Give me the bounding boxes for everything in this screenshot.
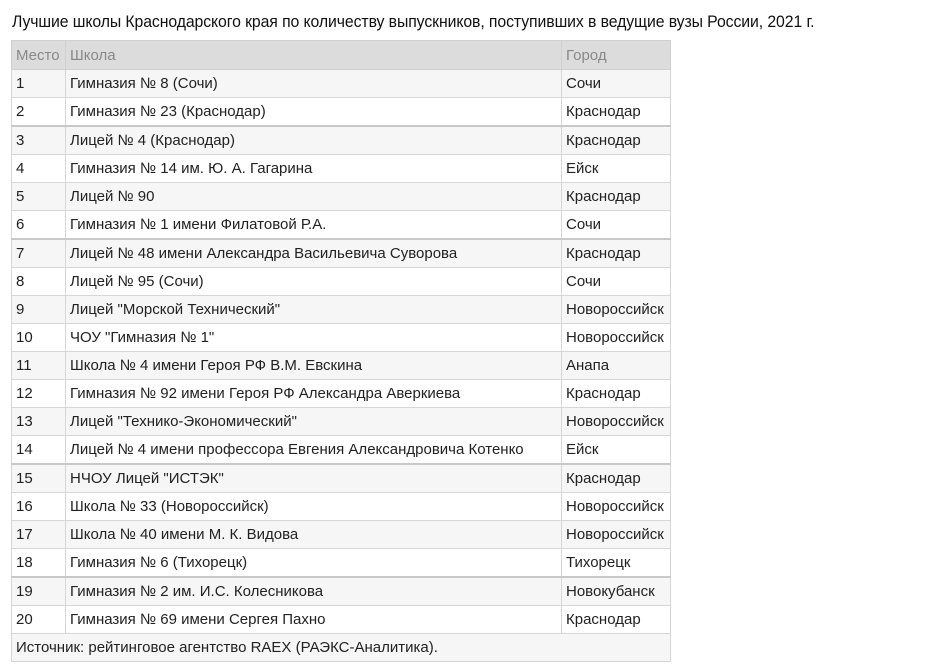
table-row <box>12 380 671 408</box>
table-row <box>12 606 671 634</box>
table-row <box>12 268 671 296</box>
cell-city: Тихорецк <box>562 549 671 578</box>
cell-school: Гимназия № 14 им. Ю. А. Гагарина <box>66 155 562 183</box>
cell-school: Школа № 40 имени М. К. Видова <box>66 521 562 549</box>
table-row <box>12 493 671 521</box>
table-row <box>12 183 671 211</box>
table-row <box>12 521 671 549</box>
cell-city: Сочи <box>562 211 671 240</box>
cell-school: Гимназия № 1 имени Филатовой Р.А. <box>66 211 562 240</box>
cell-city: Новороссийск <box>562 521 671 549</box>
cell-city: Сочи <box>562 268 671 296</box>
cell-place: 9 <box>12 296 66 324</box>
table-row <box>12 239 671 268</box>
cell-school: Гимназия № 6 (Тихорецк) <box>66 549 562 578</box>
cell-place: 8 <box>12 268 66 296</box>
cell-city: Ейск <box>562 155 671 183</box>
header-row <box>12 41 671 70</box>
source-note: Источник: рейтинговое агентство RAEX (РАЭКС-Аналитика). <box>12 634 671 662</box>
table-row <box>12 155 671 183</box>
cell-city: Новороссийск <box>562 324 671 352</box>
cell-school: Лицей № 48 имени Александра Васильевича Суворова <box>66 239 562 268</box>
table-row <box>12 70 671 98</box>
table-row <box>12 296 671 324</box>
cell-city: Новороссийск <box>562 296 671 324</box>
table-row <box>12 324 671 352</box>
table-header <box>12 41 671 70</box>
table-row <box>12 352 671 380</box>
table-row <box>12 436 671 465</box>
cell-school: Лицей № 4 (Краснодар) <box>66 126 562 155</box>
cell-city: Новороссийск <box>562 493 671 521</box>
table-row <box>12 98 671 127</box>
cell-place: 13 <box>12 408 66 436</box>
cell-place: 1 <box>12 70 66 98</box>
cell-school: Школа № 4 имени Героя РФ В.М. Евскина <box>66 352 562 380</box>
cell-place: 14 <box>12 436 66 465</box>
cell-place: 5 <box>12 183 66 211</box>
table-row <box>12 211 671 240</box>
cell-city: Сочи <box>562 70 671 98</box>
cell-school: Лицей № 90 <box>66 183 562 211</box>
table-row <box>12 549 671 578</box>
cell-place: 6 <box>12 211 66 240</box>
cell-school: НЧОУ Лицей "ИСТЭК" <box>66 464 562 493</box>
cell-school: Лицей "Технико-Экономический" <box>66 408 562 436</box>
cell-city: Краснодар <box>562 606 671 634</box>
table-row <box>12 126 671 155</box>
cell-city: Новокубанск <box>562 577 671 606</box>
cell-city: Краснодар <box>562 464 671 493</box>
cell-place: 16 <box>12 493 66 521</box>
cell-school: Школа № 33 (Новороссийск) <box>66 493 562 521</box>
cell-school: Гимназия № 23 (Краснодар) <box>66 98 562 127</box>
table-row <box>12 577 671 606</box>
cell-city: Краснодар <box>562 98 671 127</box>
column-header-place: Место <box>12 41 66 70</box>
cell-school: Гимназия № 92 имени Героя РФ Александра Аверкиева <box>66 380 562 408</box>
cell-city: Краснодар <box>562 126 671 155</box>
ranking-table <box>11 40 671 662</box>
table-row <box>12 408 671 436</box>
table-footer <box>12 634 671 662</box>
cell-place: 3 <box>12 126 66 155</box>
cell-school: Гимназия № 8 (Сочи) <box>66 70 562 98</box>
cell-school: Лицей № 95 (Сочи) <box>66 268 562 296</box>
cell-city: Краснодар <box>562 183 671 211</box>
cell-place: 17 <box>12 521 66 549</box>
table-body <box>12 70 671 634</box>
cell-school: Гимназия № 2 им. И.С. Колесникова <box>66 577 562 606</box>
cell-place: 10 <box>12 324 66 352</box>
cell-place: 15 <box>12 464 66 493</box>
column-header-city: Город <box>562 41 671 70</box>
cell-school: Гимназия № 69 имени Сергея Пахно <box>66 606 562 634</box>
cell-place: 18 <box>12 549 66 578</box>
cell-place: 7 <box>12 239 66 268</box>
cell-city: Краснодар <box>562 380 671 408</box>
cell-place: 11 <box>12 352 66 380</box>
cell-school: ЧОУ "Гимназия № 1" <box>66 324 562 352</box>
cell-city: Новороссийск <box>562 408 671 436</box>
cell-place: 20 <box>12 606 66 634</box>
cell-city: Краснодар <box>562 239 671 268</box>
cell-city: Анапа <box>562 352 671 380</box>
cell-place: 2 <box>12 98 66 127</box>
page-title: Лучшие школы Краснодарского края по количеству выпускников, поступивших в ведущие вузы России, 2021 г. <box>12 12 815 31</box>
cell-place: 19 <box>12 577 66 606</box>
cell-place: 12 <box>12 380 66 408</box>
cell-place: 4 <box>12 155 66 183</box>
cell-school: Лицей "Морской Технический" <box>66 296 562 324</box>
column-header-school: Школа <box>66 41 562 70</box>
cell-school: Лицей № 4 имени профессора Евгения Александровича Котенко <box>66 436 562 465</box>
table-row <box>12 464 671 493</box>
cell-city: Ейск <box>562 436 671 465</box>
footer-row <box>12 634 671 662</box>
